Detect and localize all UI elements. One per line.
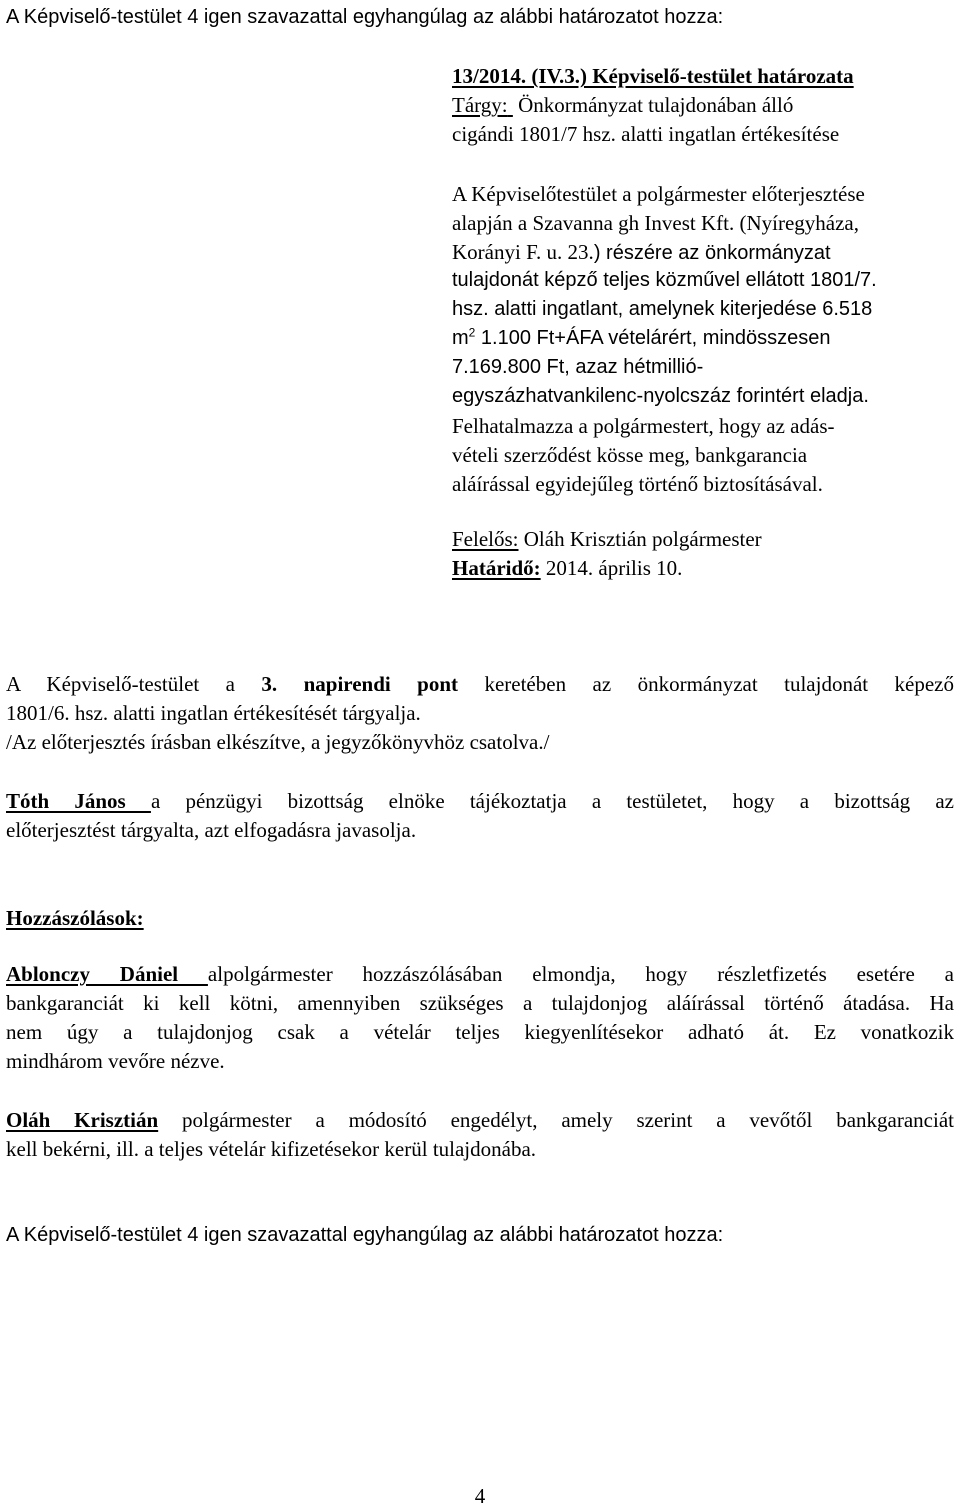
agenda-line3: /Az előterjesztés írásban elkészítve, a jegyzőkönyvhöz csatolva./ [6, 730, 550, 754]
vote-line-bottom: A Képviselő-testület 4 igen szavazattal egyhangúlag az alábbi határozatot hozza: [6, 1224, 724, 1246]
agenda-line1-c: keretében az önkormányzat tulajdonát képező [458, 672, 954, 696]
deadline-line [452, 556, 682, 580]
body-line3-serif: Korányi F. u. 23. [452, 240, 594, 264]
page-number: 4 [474, 1484, 486, 1508]
area-unit-exponent: 2 [468, 325, 476, 340]
olah-line1 [6, 1108, 954, 1132]
olah-line1-rest: polgármester a módosító engedélyt, amely szerint a vevőtől bankgaranciát [158, 1108, 954, 1132]
resolution-body-line3 [452, 240, 831, 265]
responsible-line [452, 527, 762, 551]
price-text: 1.100 Ft+ÁFA vételárért, mindösszesen [475, 327, 831, 349]
resolution-subject-line2: cigándi 1801/7 hsz. alatti ingatlan értékesítése [452, 122, 840, 146]
deadline-value: 2014. április 10. [540, 556, 683, 580]
agenda-line2: 1801/6. hsz. alatti ingatlan értékesítését tárgyalja. [6, 701, 421, 725]
ablonczy-line3: nem úgy a tulajdonjog csak a vételár teljes kiegyenlítésekor adható át. Ez vonatkozik [6, 1020, 954, 1044]
vote-line-top: A Képviselő-testület 4 igen szavazattal egyhangúlag az alábbi határozatot hozza: [6, 6, 724, 28]
body-line3-sans: ) részére az önkormányzat [593, 242, 831, 264]
resolution-body-line8: egyszázhatvankilenc-nyolcszáz forintért eladja. [452, 385, 869, 407]
toth-line1 [6, 789, 954, 813]
ablonczy-line1 [6, 962, 954, 986]
subject-label: Tárgy: [452, 93, 508, 117]
ablonczy-name: Ablonczy Dániel [6, 962, 208, 986]
ablonczy-line4: mindhárom vevőre nézve. [6, 1049, 225, 1073]
subject-text-1: Önkormányzat tulajdonában álló [512, 93, 794, 117]
resolution-body-line9: Felhatalmazza a polgármestert, hogy az adás- [452, 414, 835, 438]
resolution-number-title: 13/2014. (IV.3.) Képviselő-testület határozata [452, 64, 854, 88]
toth-line1-rest: a pénzügyi bizottság elnöke tájékoztatja a testületet, hogy a bizottság az [150, 789, 954, 813]
agenda-line1 [6, 672, 954, 696]
agenda-line1-a: A Képviselő-testület a [6, 672, 262, 696]
toth-line2: előterjesztést tárgyalta, azt elfogadásra javasolja. [6, 818, 417, 842]
resolution-body-line2: alapján a Szavanna gh Invest Kft. (Nyíregyháza, [452, 211, 859, 235]
toth-name: Tóth János [6, 789, 151, 813]
ablonczy-line2: bankgaranciát ki kell kötni, amennyiben szükséges a tulajdonjog aláírással történő átadása. Ha [6, 991, 954, 1015]
deadline-label: Határidő: [452, 556, 541, 580]
resolution-body-line5: hsz. alatti ingatlant, amelynek kiterjedése 6.518 [452, 298, 873, 320]
ablonczy-line1-rest: alpolgármester hozzászólásában elmondja, hogy részletfizetés esetére a [207, 962, 954, 986]
comments-heading: Hozzászólások: [6, 906, 144, 930]
olah-name: Oláh Krisztián [6, 1108, 159, 1132]
resolution-body-line1: A Képviselőtestület a polgármester előterjesztése [452, 182, 865, 206]
resolution-body-line4: tulajdonát képző teljes közművel ellátott 1801/7. [452, 269, 877, 291]
resolution-body-line6 [452, 327, 831, 350]
responsible-label: Felelős: [452, 527, 519, 551]
resolution-subject-line1 [452, 93, 793, 117]
responsible-value: Oláh Krisztián polgármester [518, 527, 762, 551]
olah-line2: kell bekérni, ill. a teljes vételár kifizetésekor kerül tulajdonába. [6, 1137, 537, 1161]
resolution-body-line7: 7.169.800 Ft, azaz hétmillió- [452, 356, 704, 378]
agenda-item-number: 3. napirendi pont [261, 672, 459, 696]
area-unit: m [452, 327, 469, 349]
resolution-body-line11: aláírással egyidejűleg történő biztosításával. [452, 472, 823, 496]
resolution-body-line10: vételi szerződést kösse meg, bankgarancia [452, 443, 808, 467]
